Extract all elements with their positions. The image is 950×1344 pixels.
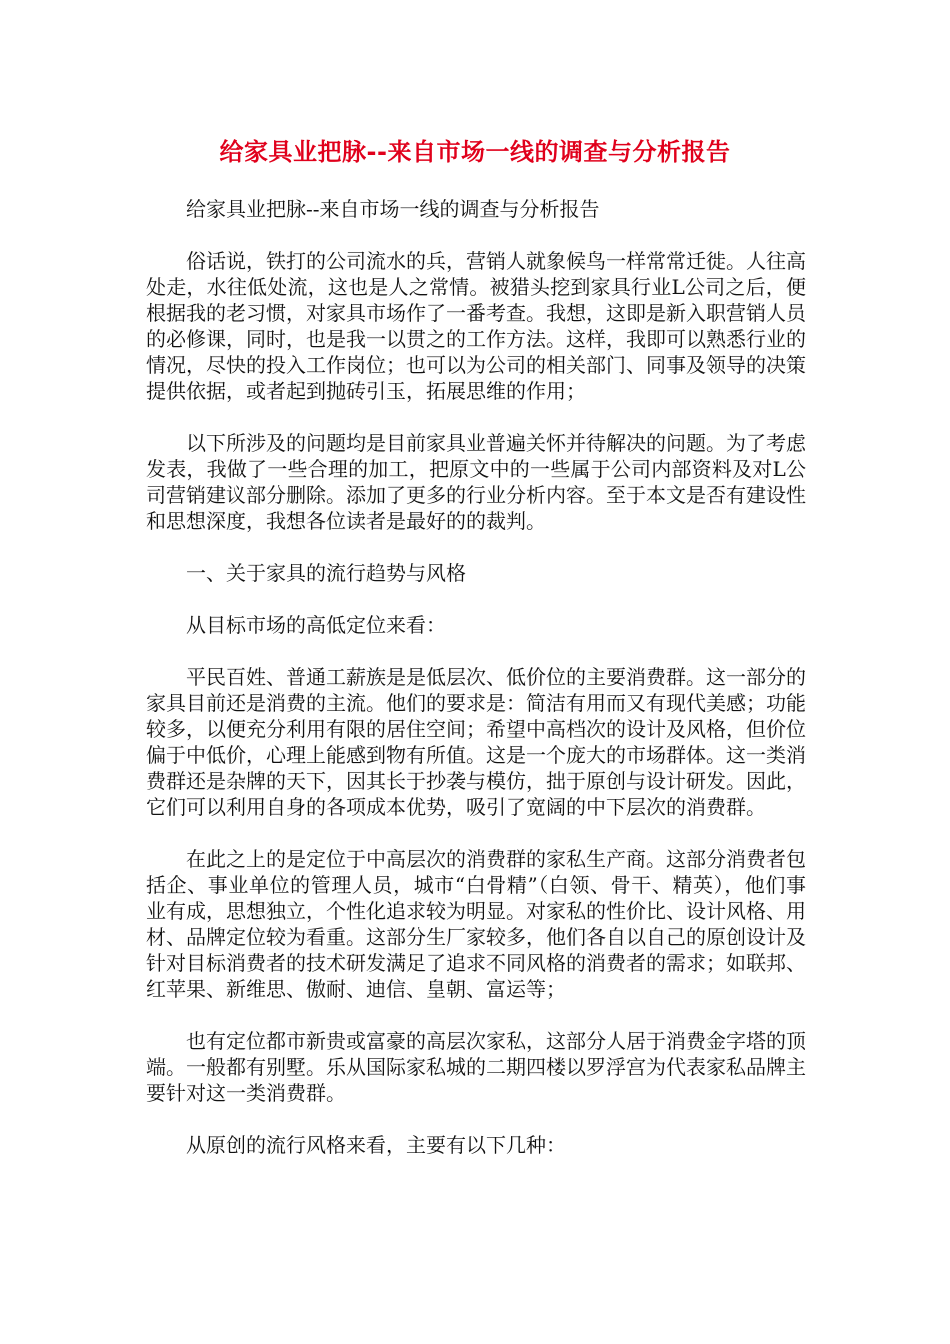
document-title: 给家具业把脉--来自市场一线的调查与分析报告 [219, 138, 731, 166]
subtitle-paragraph: 给家具业把脉--来自市场一线的调查与分析报告 [186, 197, 600, 221]
style-intro-paragraph: 从原创的流行风格来看，主要有以下几种： [186, 1133, 566, 1157]
document-body [146, 196, 806, 1184]
note-paragraph: 以下所涉及的问题均是目前家具业普遍关怀并待解决的问题。为了考虑发表，我做了一些合理的加工，把原文中的一些属于公司内部资料及对L公司营销建议部分删除。添加了更多的行业分析内容。至于本文是否有建设性和思想深度，我想各位读者是最好的的裁判。 [146, 431, 806, 533]
mid-tier-paragraph: 在此之上的是定位于中高层次的消费群的家私生产商。这部分消费者包括企、事业单位的管理人员，城市“白骨精”（白领、骨干、精英），他们事业有成，思想独立，个性化追求较为明显。对家私的性价比、设计风格、用材、品牌定位较为看重。这部分生厂家较多，他们各自以自己的原创设计及针对目标消费者的技术研发满足了追求不同风格的消费者的需求；如联邦、红苹果、新维思、傲耐、迪信、皇朝、富运等； [146, 847, 806, 1001]
section-heading: 一、关于家具的流行趋势与风格 [186, 561, 466, 585]
intro-paragraph: 俗话说，铁打的公司流水的兵，营销人就象候鸟一样常常迁徙。人往高处走，水往低处流，这也是人之常情。被猎头挖到家具行业L公司之后，便根据我的老习惯，对家具市场作了一番考查。我想，这即是新入职营销人员的必修课，同时，也是我一以贯之的工作方法。这样，我即可以熟悉行业的情况，尽快的投入工作岗位；也可以为公司的相关部门、同事及领导的决策提供依据，或者起到抛砖引玉，拓展思维的作用； [146, 249, 806, 403]
high-tier-paragraph: 也有定位都市新贵或富豪的高层次家私，这部分人居于消费金字塔的顶端。一般都有别墅。乐从国际家私城的二期四楼以罗浮宫为代表家私品牌主要针对这一类消费群。 [146, 1029, 806, 1105]
market-positioning-heading: 从目标市场的高低定位来看： [186, 613, 446, 637]
low-tier-paragraph: 平民百姓、普通工薪族是是低层次、低价位的主要消费群。这一部分的家具目前还是消费的主流。他们的要求是：简洁有用而又有现代美感；功能较多，以便充分利用有限的居住空间；希望中高档次的设计及风格，但价位偏于中低价，心理上能感到物有所值。这是一个庞大的市场群体。这一类消费群还是杂牌的天下，因其长于抄袭与模仿，拙于原创与设计研发。因此，它们可以利用自身的各项成本优势，吸引了宽阔的中下层次的消费群。 [146, 665, 806, 819]
